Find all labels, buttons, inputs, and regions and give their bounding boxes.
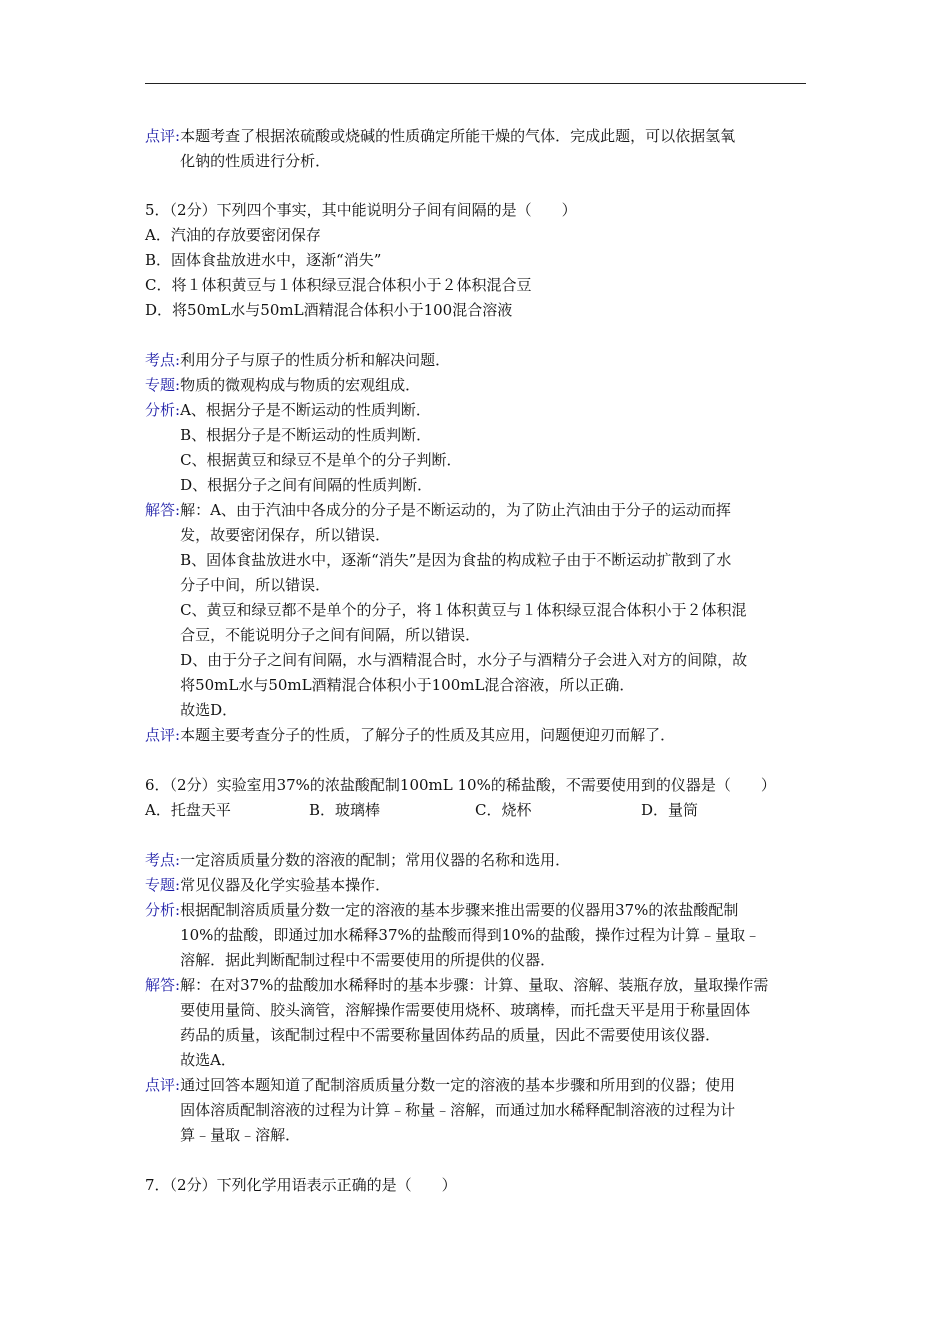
jieda-line: 发，故要密闭保存，所以错误． bbox=[180, 526, 391, 544]
kaodian-label: 考点: bbox=[145, 851, 181, 869]
option: B．玻璃棒 bbox=[309, 801, 381, 819]
jieda-line: 合豆，不能说明分子之间有间隔，所以错误． bbox=[180, 626, 481, 644]
fenxi-line: 根据配制溶质质量分数一定的溶液的基本步骤来推出需要的仪器用37%的浓盐酸配制 bbox=[180, 901, 739, 919]
kaodian-label: 考点: bbox=[145, 351, 181, 369]
comment-line: 通过回答本题知道了配制溶质质量分数一定的溶液的基本步骤和所用到的仪器；使用 bbox=[180, 1076, 736, 1094]
jieda-line: 要使用量筒、胶头滴管，溶解操作需要使用烧杯、玻璃棒，而托盘天平是用于称量固体 bbox=[180, 1001, 751, 1019]
option: A．托盘天平 bbox=[145, 801, 231, 819]
jieda-line: 将50mL水与50mL酒精混合体积小于100mL混合溶液，所以正确． bbox=[180, 676, 635, 694]
jieda-label: 解答: bbox=[145, 501, 181, 519]
option: D．量筒 bbox=[641, 801, 699, 819]
jieda-line: C、黄豆和绿豆都不是单个的分子，将１体积黄豆与１体积绿豆混合体积小于２体积混 bbox=[180, 601, 747, 619]
jieda-line: 故选D． bbox=[180, 701, 238, 719]
comment-line: 算﹣量取﹣溶解． bbox=[180, 1126, 301, 1144]
question-stem: 6．（2分）实验室用37%的浓盐酸配制100mL 10%的稀盐酸，不需要使用到的仪器是（ ） bbox=[145, 776, 776, 794]
fenxi-line: C、根据黄豆和绿豆不是单个的分子判断． bbox=[180, 451, 462, 469]
kaodian-text: 利用分子与原子的性质分析和解决问题． bbox=[180, 351, 451, 369]
jieda-line: 解：在对37%的盐酸加水稀释时的基本步骤：计算、量取、溶解、装瓶存放，量取操作需 bbox=[180, 976, 769, 994]
question-6 bbox=[145, 773, 810, 823]
comment-line: 固体溶质配制溶液的过程为计算﹣称量﹣溶解，而通过加水稀释配制溶液的过程为计 bbox=[180, 1101, 736, 1119]
zhuanti-text: 常见仪器及化学实验基本操作． bbox=[180, 876, 391, 894]
comment-label: 点评: bbox=[145, 726, 181, 744]
option: C．烧杯 bbox=[475, 801, 532, 819]
comment-text: 本题主要考查分子的性质，了解分子的性质及其应用，问题便迎刃而解了． bbox=[180, 726, 676, 744]
header-rule bbox=[145, 83, 806, 84]
option: A．汽油的存放要密闭保存 bbox=[145, 226, 321, 244]
fenxi-line: 10%的盐酸，即通过加水稀释37%的盐酸而得到10%的盐酸，操作过程为计算﹣量取﹣ bbox=[180, 926, 761, 944]
question-7 bbox=[145, 1173, 810, 1198]
fenxi-line: A、根据分子是不断运动的性质判断． bbox=[180, 401, 431, 419]
comment-label: 点评: bbox=[145, 127, 181, 145]
option-row bbox=[145, 798, 810, 823]
zhuanti-text: 物质的微观构成与物质的宏观组成． bbox=[180, 376, 421, 394]
zhuanti-label: 专题: bbox=[145, 876, 181, 894]
comment-label: 点评: bbox=[145, 1076, 181, 1094]
zhuanti-label: 专题: bbox=[145, 376, 181, 394]
jieda-label: 解答: bbox=[145, 976, 181, 994]
question-stem: 7．（2分）下列化学用语表示正确的是（ ） bbox=[145, 1176, 457, 1194]
option: B．固体食盐放进水中，逐渐“消失” bbox=[145, 251, 382, 269]
fenxi-line: 溶解．据此判断配制过程中不需要使用的所提供的仪器． bbox=[180, 951, 556, 969]
fenxi-label: 分析: bbox=[145, 401, 181, 419]
jieda-line: 解：A、由于汽油中各成分的分子是不断运动的，为了防止汽油由于分子的运动而挥 bbox=[180, 501, 731, 519]
q4-comment bbox=[145, 124, 810, 174]
comment-line: 化钠的性质进行分析． bbox=[180, 152, 331, 170]
question-5-analysis bbox=[145, 348, 810, 748]
question-5 bbox=[145, 198, 810, 323]
jieda-line: D、由于分子之间有间隔，水与酒精混合时，水分子与酒精分子会进入对方的间隙，故 bbox=[180, 651, 748, 669]
fenxi-line: D、根据分子之间有间隔的性质判断． bbox=[180, 476, 433, 494]
jieda-line: 药品的质量，该配制过程中不需要称量固体药品的质量，因此不需要使用该仪器． bbox=[180, 1026, 721, 1044]
kaodian-text: 一定溶质质量分数的溶液的配制；常用仪器的名称和选用． bbox=[180, 851, 571, 869]
fenxi-line: B、根据分子是不断运动的性质判断． bbox=[180, 426, 432, 444]
option: C．将１体积黄豆与１体积绿豆混合体积小于２体积混合豆 bbox=[145, 276, 532, 294]
question-6-analysis bbox=[145, 848, 810, 1148]
option: D．将50mL水与50mL酒精混合体积小于100混合溶液 bbox=[145, 301, 513, 319]
question-stem: 5．（2分）下列四个事实，其中能说明分子间有间隔的是（ ） bbox=[145, 201, 577, 219]
jieda-line: 分子中间，所以错误． bbox=[180, 576, 331, 594]
jieda-line: 故选A． bbox=[180, 1051, 236, 1069]
comment-line: 本题考查了根据浓硫酸或烧碱的性质确定所能干燥的气体．完成此题，可以依据氢氧 bbox=[180, 127, 736, 145]
jieda-line: B、固体食盐放进水中，逐渐“消失”是因为食盐的构成粒子由于不断运动扩散到了水 bbox=[180, 551, 732, 569]
fenxi-label: 分析: bbox=[145, 901, 181, 919]
